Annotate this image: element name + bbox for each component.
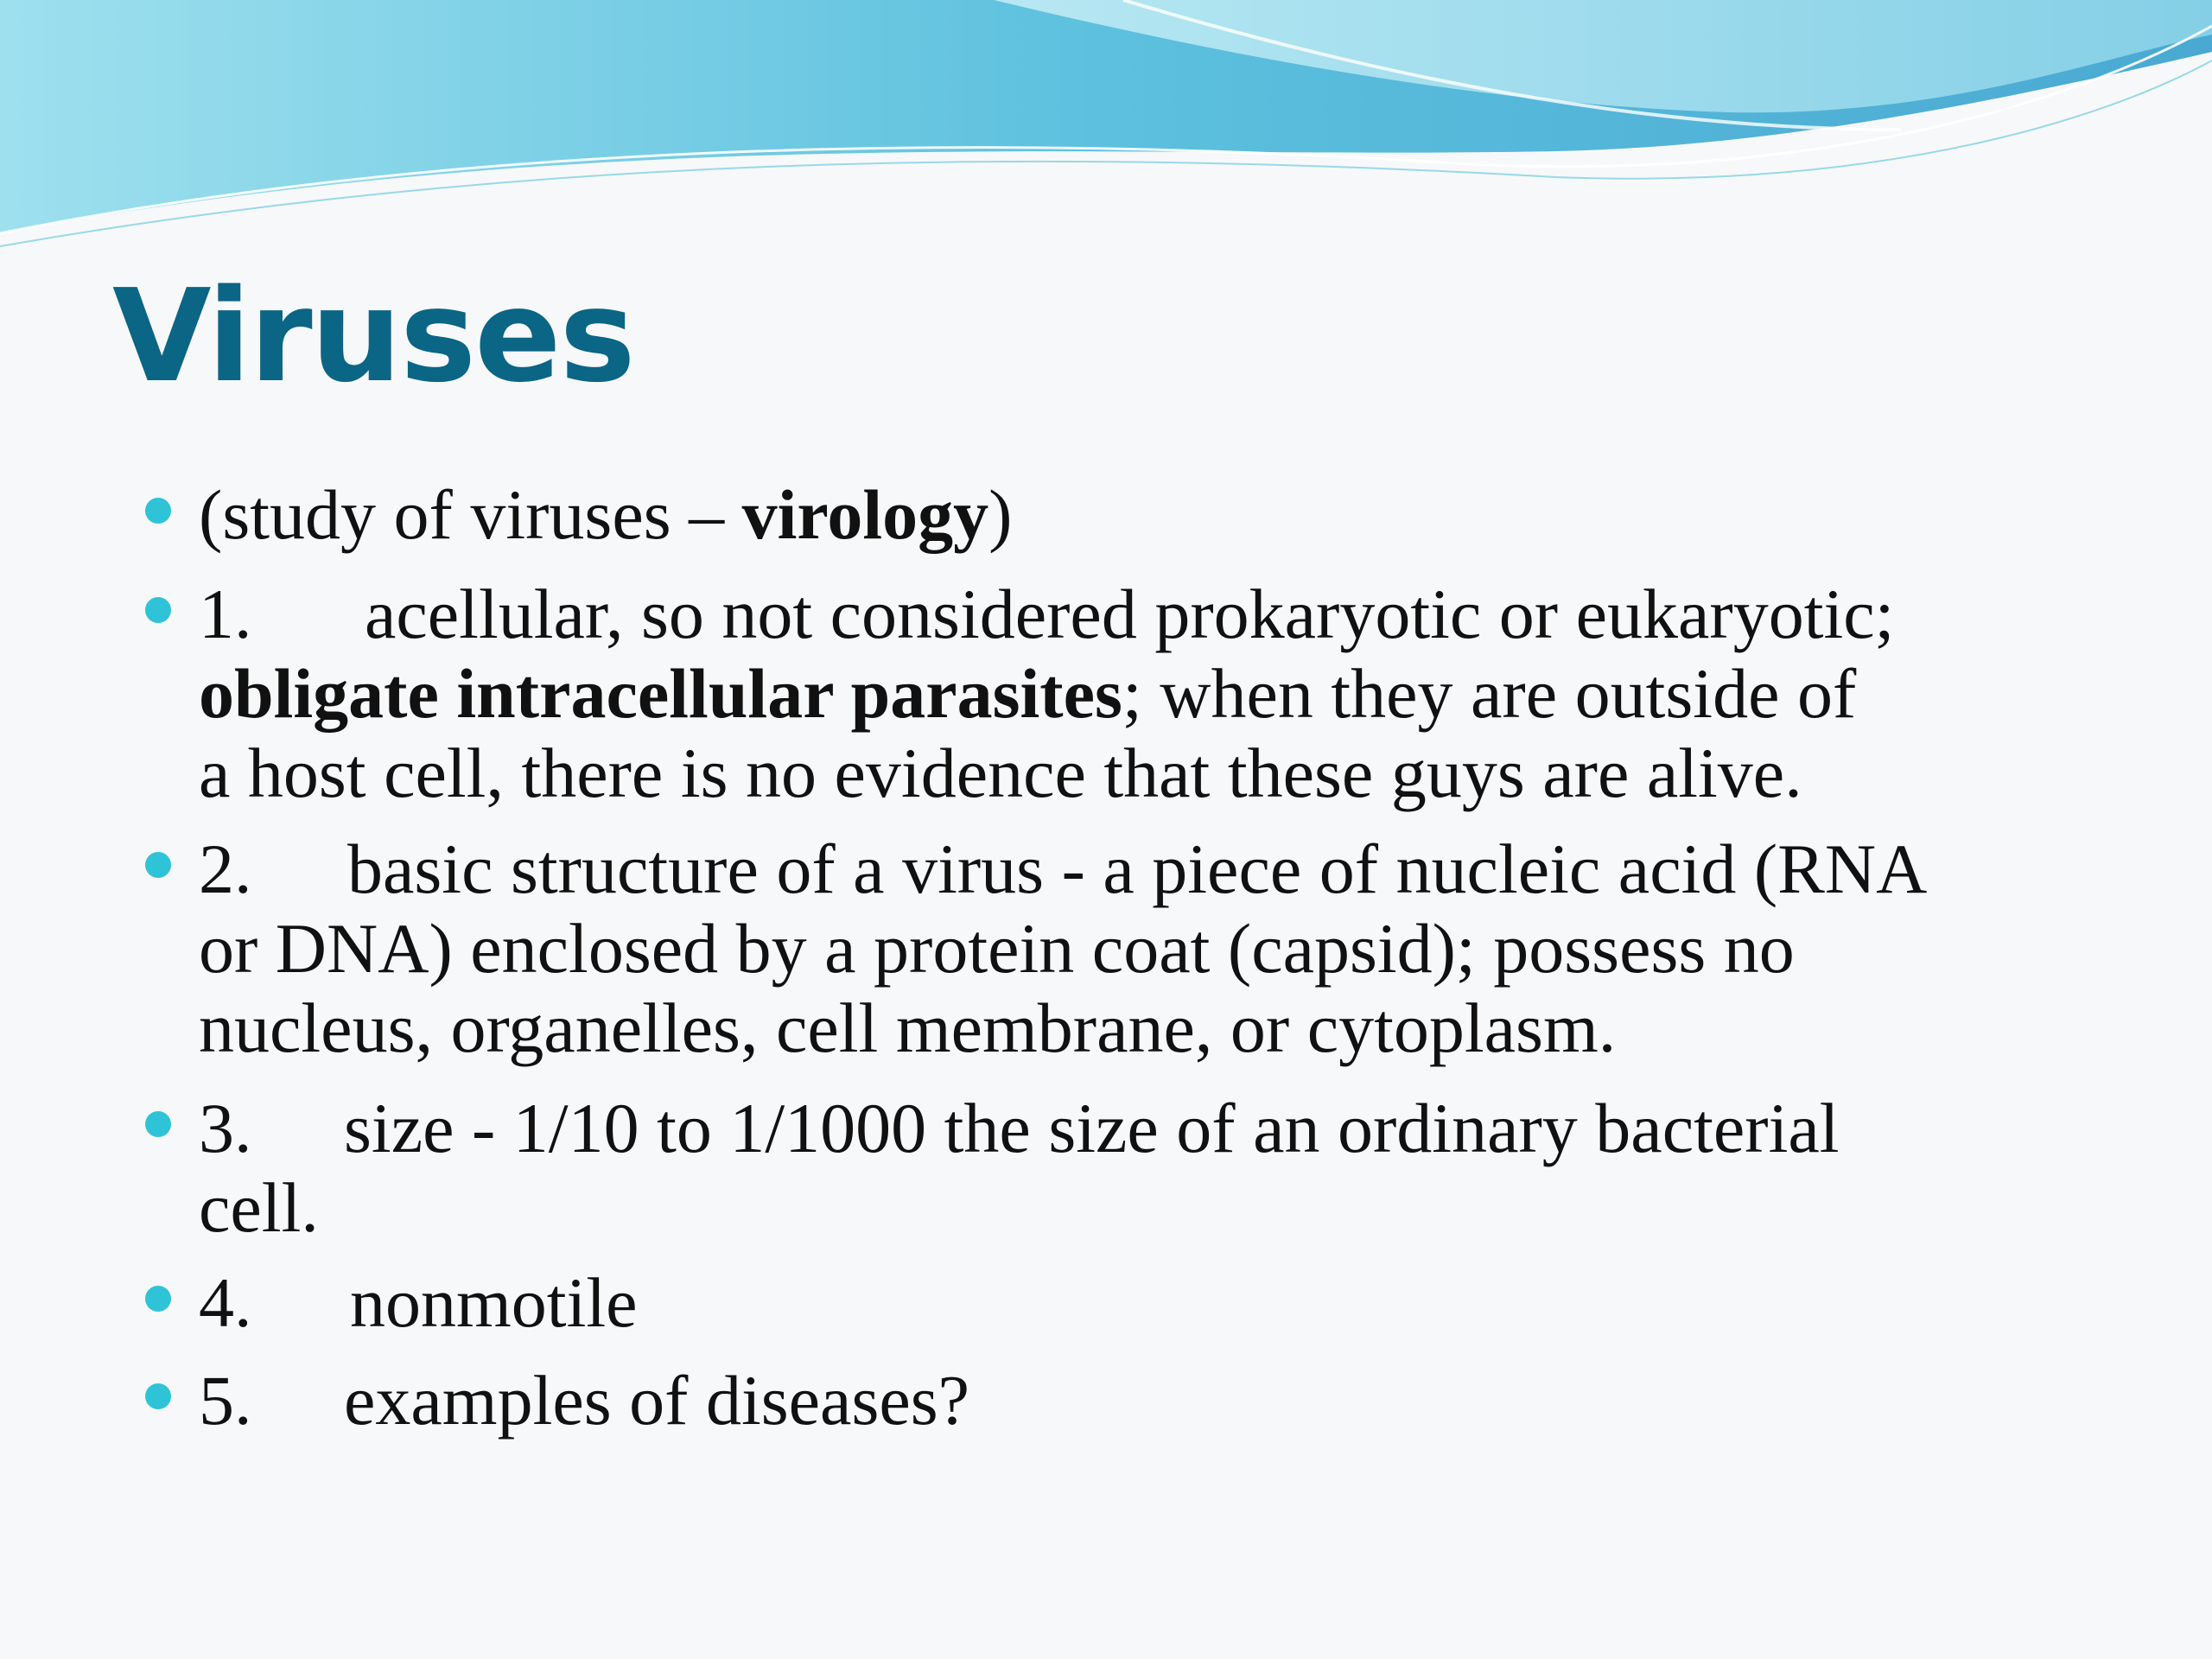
bullet-dot-icon (145, 1111, 171, 1137)
bullet-line: 4. nonmotile (199, 1263, 638, 1342)
bullet-line: cell. (199, 1168, 319, 1247)
bullet-item (199, 830, 2082, 1068)
bullet-line: obligate intracellular parasites; when they are outside of (199, 654, 1857, 733)
item-number: 5. (199, 1361, 252, 1440)
bullet-dot-icon (145, 852, 171, 878)
item-number: 2. (199, 830, 252, 908)
bullet-item (199, 1089, 2082, 1248)
item-number: 3. (199, 1089, 252, 1167)
item-number: 4. (199, 1263, 252, 1342)
bullet-line: 2. basic structure of a virus - a piece of nucleic acid (RNA (199, 830, 1928, 908)
bullet-dot-icon (145, 498, 171, 524)
bullet-line: nucleus, organelles, cell membrane, or cytoplasm. (199, 988, 1617, 1067)
bullet-line: (study of viruses – virology) (199, 475, 1013, 554)
bullet-item (199, 475, 2082, 555)
bullet-line: or DNA) enclosed by a protein coat (capsid); possess no (199, 909, 1795, 988)
slide-title: Viruses (112, 262, 634, 410)
bullet-item (199, 1263, 2082, 1343)
bullet-item (199, 1361, 2082, 1440)
bullet-line: a host cell, there is no evidence that these guys are alive. (199, 734, 1802, 812)
bullet-dot-icon (145, 1286, 171, 1312)
bullet-line: 1. acellular, so not considered prokaryotic or eukaryotic; (199, 575, 1895, 653)
bullet-item (199, 575, 2082, 813)
header-wave-decoration (0, 0, 2212, 259)
bullet-line: 3. size - 1/10 to 1/1000 the size of an ordinary bacterial (199, 1089, 1840, 1167)
bullet-dot-icon (145, 1383, 171, 1409)
bullet-line: 5. examples of diseases? (199, 1361, 970, 1440)
bullet-dot-icon (145, 597, 171, 623)
item-number: 1. (199, 575, 252, 653)
